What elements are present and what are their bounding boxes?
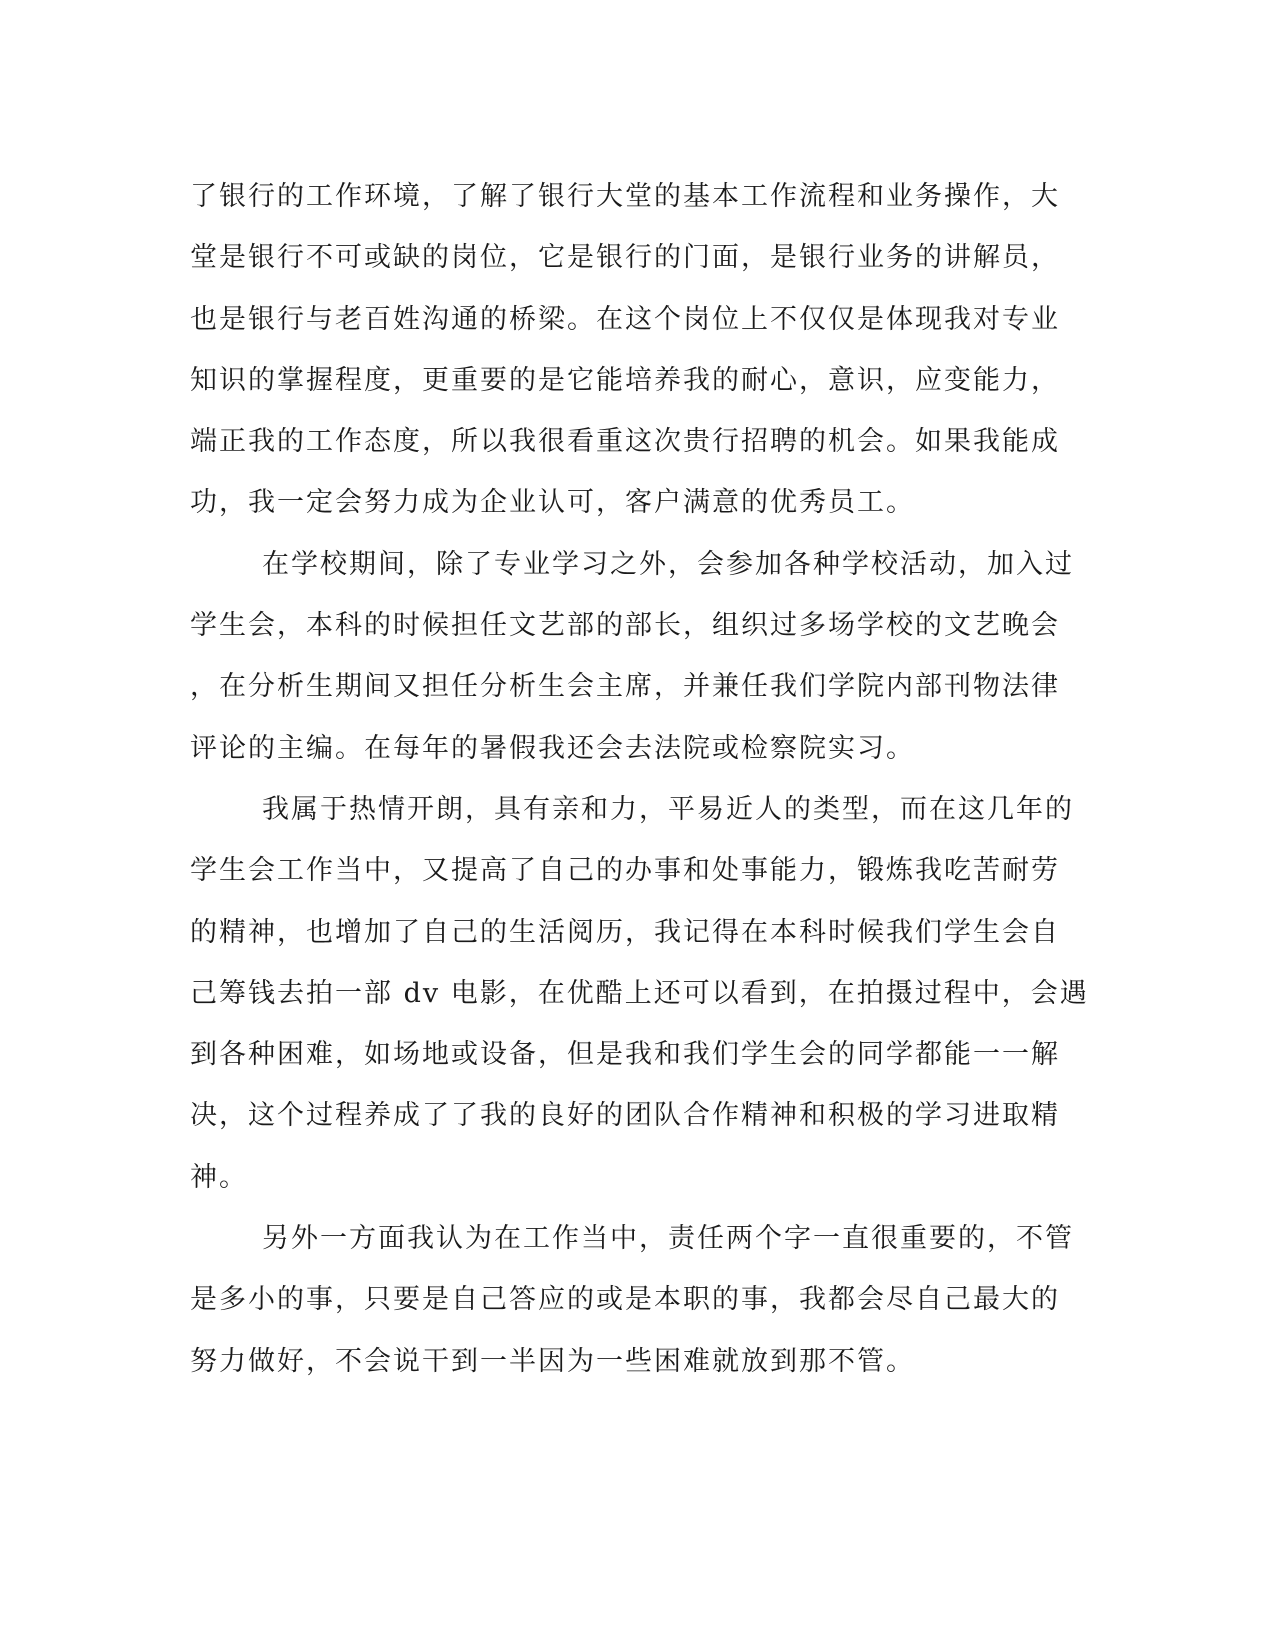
- text-line: 决，这个过程养成了了我的良好的团队合作精神和积极的学习进取精: [190, 1100, 1060, 1132]
- text-line: 学生会工作当中，又提高了自己的办事和处事能力，锻炼我吃苦耐劳: [190, 855, 1060, 887]
- text-line: 努力做好，不会说干到一半因为一些困难就放到那不管。: [190, 1345, 915, 1377]
- text-line: 功，我一定会努力成为企业认可，客户满意的优秀员工。: [190, 487, 915, 519]
- text-line: 己筹钱去拍一部 dv 电影，在优酷上还可以看到，在拍摄过程中，会遇: [190, 977, 1089, 1009]
- text-line: ，在分析生期间又担任分析生会主席，并兼任我们学院内部刊物法律: [190, 671, 1060, 703]
- document-body: [190, 166, 1089, 1392]
- text-line: 也是银行与老百姓沟通的桥梁。在这个岗位上不仅仅是体现我对专业: [190, 303, 1060, 335]
- text-line: 另外一方面我认为在工作当中，责任两个字一直很重要的，不管: [262, 1223, 1074, 1255]
- text-line: 堂是银行不可或缺的岗位，它是银行的门面，是银行业务的讲解员，: [190, 242, 1060, 274]
- text-line: 了银行的工作环境，了解了银行大堂的基本工作流程和业务操作，大: [190, 181, 1060, 212]
- text-line: 知识的掌握程度，更重要的是它能培养我的耐心，意识，应变能力，: [190, 364, 1060, 396]
- text-line: 是多小的事，只要是自己答应的或是本职的事，我都会尽自己最大的: [190, 1284, 1060, 1316]
- text-line: 我属于热情开朗，具有亲和力，平易近人的类型，而在这几年的: [262, 793, 1074, 825]
- paragraph-4: [190, 1208, 1074, 1392]
- text-line: 学生会，本科的时候担任文艺部的部长，组织过多场学校的文艺晚会: [190, 610, 1060, 642]
- paragraph-2: [190, 534, 1074, 779]
- text-line: 端正我的工作态度，所以我很看重这次贵行招聘的机会。如果我能成: [190, 426, 1060, 458]
- text-line: 神。: [190, 1161, 248, 1193]
- text-line: 评论的主编。在每年的暑假我还会去法院或检察院实习。: [190, 732, 915, 764]
- text-line: 到各种困难，如场地或设备，但是我和我们学生会的同学都能一一解: [190, 1039, 1060, 1071]
- text-line: 在学校期间，除了专业学习之外，会参加各种学校活动，加入过: [262, 548, 1074, 580]
- paragraph-1: [190, 166, 1070, 534]
- paragraph-3: [190, 779, 1089, 1208]
- text-line: 的精神，也增加了自己的生活阅历，我记得在本科时候我们学生会自: [190, 916, 1060, 948]
